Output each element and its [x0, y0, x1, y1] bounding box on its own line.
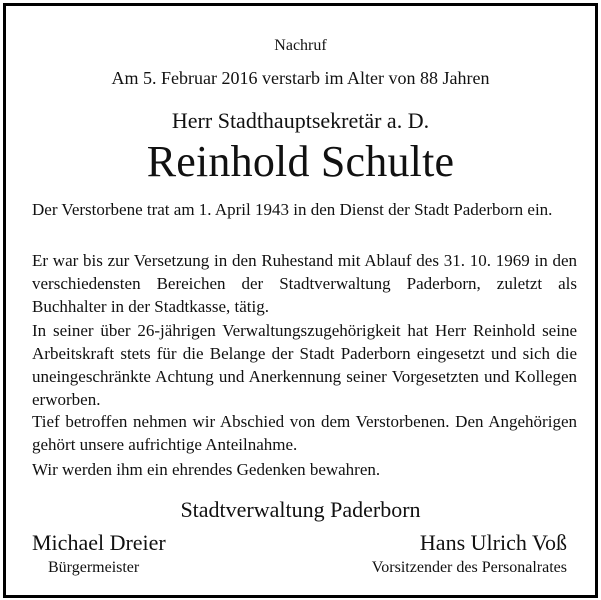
death-date-line: Am 5. Februar 2016 verstarb im Alter von 88 Jahren: [111, 68, 490, 88]
deceased-name: Reinhold Schulte: [146, 137, 455, 186]
paragraph-remembrance: Wir werden ihm ein ehrendes Gedenken bewahren.: [32, 460, 381, 479]
paragraph-tribute: In seiner über 26-jährigen Verwaltungszugehörigkeit hat Herr Reinhold seine Arbeitskraft stets für die Belange der Stadt Paderborn eingesetzt und sich die uneingeschränkte Achtung und Anerkennung seiner Vorgesetzten und Kollegen erworben.: [32, 321, 577, 409]
signatory-role-council-chair: Vorsitzender des Personalrates: [371, 559, 567, 576]
signatory-role-mayor: Bürgermeister: [48, 559, 140, 576]
obituary-notice: [3, 3, 598, 598]
paragraph-condolence: Tief betroffen nehmen wir Abschied von dem Verstorbenen. Den Angehörigen gehört unsere aufrichtige Anteilnahme.: [32, 412, 577, 454]
honorific-title: Herr Stadthauptsekretär a. D.: [171, 108, 430, 133]
signatory-name-council-chair: Hans Ulrich Voß: [419, 530, 567, 555]
signatory-name-mayor: Michael Dreier: [32, 530, 166, 555]
notice-heading: Nachruf: [274, 37, 327, 54]
paragraph-career: Er war bis zur Versetzung in den Ruhestand mit Ablauf des 31. 10. 1969 in den verschiedensten Bereichen der Stadtverwaltung Paderborn, zuletzt als Buchhalter in der Stadtkasse, tätig.: [32, 251, 577, 316]
paragraph-service-start: Der Verstorbene trat am 1. April 1943 in den Dienst der Stadt Paderborn ein.: [32, 200, 553, 219]
organization-name: Stadtverwaltung Paderborn: [180, 497, 421, 522]
